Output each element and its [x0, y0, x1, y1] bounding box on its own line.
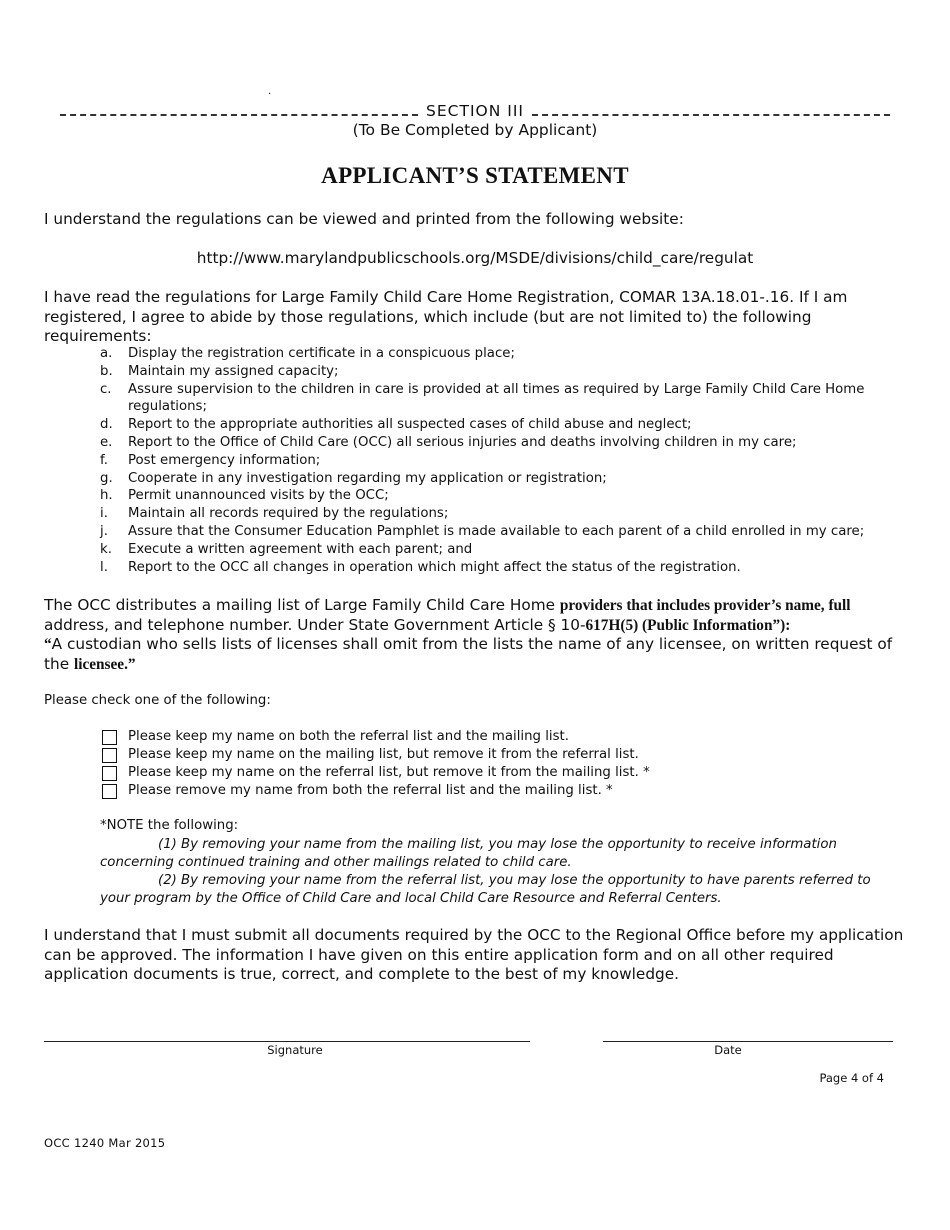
- option-mailing-only: [102, 746, 650, 764]
- note-item-1: [100, 836, 880, 871]
- requirement-letter: l.: [100, 559, 108, 575]
- page-number: Page 4 of 4: [819, 1071, 884, 1085]
- option-label: Please keep my name on the mailing list, but remove it from the referral list.: [128, 747, 639, 762]
- requirement-letter: k.: [100, 541, 112, 557]
- note-item-1-text: (1) By removing your name from the mailing list, you may lose the opportunity to receive information concerning continued training and other mailings related to child care.: [100, 837, 837, 870]
- option-checkbox[interactable]: [102, 730, 117, 745]
- date-line[interactable]: [603, 1029, 893, 1042]
- requirement-item: [100, 559, 900, 577]
- requirement-item: [100, 416, 900, 434]
- option-checkbox[interactable]: [102, 748, 117, 763]
- signature-line[interactable]: [44, 1029, 530, 1042]
- check-prompt: Please check one of the following:: [44, 693, 271, 708]
- option-remove-both: [102, 782, 650, 800]
- requirement-item: [100, 523, 900, 541]
- option-label: Please remove my name from both the referral list and the mailing list. *: [128, 783, 613, 798]
- requirement-text: Maintain my assigned capacity;: [128, 363, 339, 379]
- regulations-paragraph: I have read the regulations for Large Family Child Care Home Registration, COMAR 13A.18.01-.16. If I am registered, I agree to abide by those regulations, which include (but are not limited to) the following requirements:: [44, 288, 848, 345]
- requirement-text: Execute a written agreement with each parent; and: [128, 541, 473, 557]
- requirement-letter: h.: [100, 488, 113, 504]
- requirement-letter: f.: [100, 452, 108, 468]
- requirement-letter: j.: [100, 523, 108, 539]
- requirement-item: [100, 470, 900, 488]
- requirement-letter: c.: [100, 381, 112, 397]
- note-title: *NOTE the following:: [100, 818, 239, 833]
- section-title: SECTION III: [426, 102, 524, 120]
- signature-label: Signature: [267, 1043, 323, 1057]
- requirement-letter: i.: [100, 506, 108, 522]
- requirement-text: Assure that the Consumer Education Pamphlet is made available to each parent of a child enrolled in my care;: [128, 523, 865, 539]
- option-checkbox[interactable]: [102, 766, 117, 781]
- requirement-text: Report to the appropriate authorities all suspected cases of child abuse and neglect;: [128, 417, 692, 433]
- mailing-text-6: A custodian who sells lists of licenses shall omit from the lists the name of any licensee, on written request of the: [44, 635, 893, 673]
- list-options: [102, 728, 650, 800]
- requirement-text: Cooperate in any investigation regarding my application or registration;: [128, 470, 607, 486]
- requirement-item: [100, 487, 900, 505]
- mailing-text-4: 617H(5) (Public Information”):: [585, 616, 791, 634]
- requirement-text: Post emergency information;: [128, 452, 321, 468]
- mailing-text-5: “: [44, 636, 52, 653]
- requirement-text: Display the registration certificate in a conspicuous place;: [128, 346, 515, 361]
- requirement-letter: a.: [100, 346, 113, 361]
- requirement-letter: e.: [100, 434, 113, 450]
- requirement-item: [100, 381, 900, 417]
- mailing-text-3: address, and telephone number. Under State Government Article § 10-: [44, 615, 586, 634]
- requirement-letter: b.: [100, 363, 113, 379]
- dash-rule-right: [532, 114, 890, 116]
- intro-text: I understand the regulations can be viewed and printed from the following website:: [44, 210, 684, 228]
- section-subtitle: (To Be Completed by Applicant): [352, 121, 598, 139]
- stray-mark: .: [268, 86, 272, 97]
- page-title: APPLICANT’S STATEMENT: [321, 163, 629, 188]
- closing-paragraph: I understand that I must submit all documents required by the OCC to the Regional Office before my application can be approved. The information I have given on this entire application form and on all other required application documents is true, correct, and complete to the best of my knowledge.: [44, 926, 904, 983]
- requirement-text: Assure supervision to the children in care is provided at all times as required by Large Family Child Care Home regulations;: [128, 381, 865, 415]
- note-item-2-text: (2) By removing your name from the referral list, you may lose the opportunity to have parents referred to your program by the Office of Child Care and local Child Care Resource and Referral Centers.: [100, 873, 871, 906]
- mailing-text-1: The OCC distributes a mailing list of Large Family Child Care Home: [44, 596, 560, 614]
- requirements-list: [100, 345, 900, 576]
- dash-rule-left: [60, 114, 418, 116]
- requirement-item: [100, 363, 900, 381]
- form-id: OCC 1240 Mar 2015: [44, 1136, 166, 1150]
- requirement-item: [100, 541, 900, 559]
- mailing-paragraph: [44, 596, 910, 674]
- requirement-item: [100, 345, 900, 363]
- regulations-url: http://www.marylandpublicschools.org/MSDE/divisions/child_care/regulat: [196, 249, 754, 267]
- requirement-letter: d.: [100, 417, 113, 433]
- mailing-text-2: providers that includes provider’s name, full: [559, 597, 851, 614]
- option-label: Please keep my name on the referral list, but remove it from the mailing list. *: [128, 765, 650, 780]
- option-referral-only: [102, 764, 650, 782]
- requirement-text: Permit unannounced visits by the OCC;: [128, 488, 389, 504]
- requirement-text: Maintain all records required by the regulations;: [128, 506, 449, 522]
- mailing-text-7: licensee.”: [73, 655, 136, 673]
- requirement-text: Report to the Office of Child Care (OCC) all serious injuries and deaths involving children in my care;: [128, 434, 797, 450]
- date-label: Date: [714, 1043, 742, 1057]
- option-label: Please keep my name on both the referral list and the mailing list.: [128, 729, 569, 744]
- requirement-item: [100, 452, 900, 470]
- option-both-lists: [102, 728, 650, 746]
- requirement-item: [100, 505, 900, 523]
- requirement-text: Report to the OCC all changes in operation which might affect the status of the registration.: [128, 559, 741, 575]
- requirement-letter: g.: [100, 470, 113, 486]
- note-item-2: [100, 872, 880, 907]
- option-checkbox[interactable]: [102, 784, 117, 799]
- section-header: [60, 98, 890, 120]
- requirement-item: [100, 434, 900, 452]
